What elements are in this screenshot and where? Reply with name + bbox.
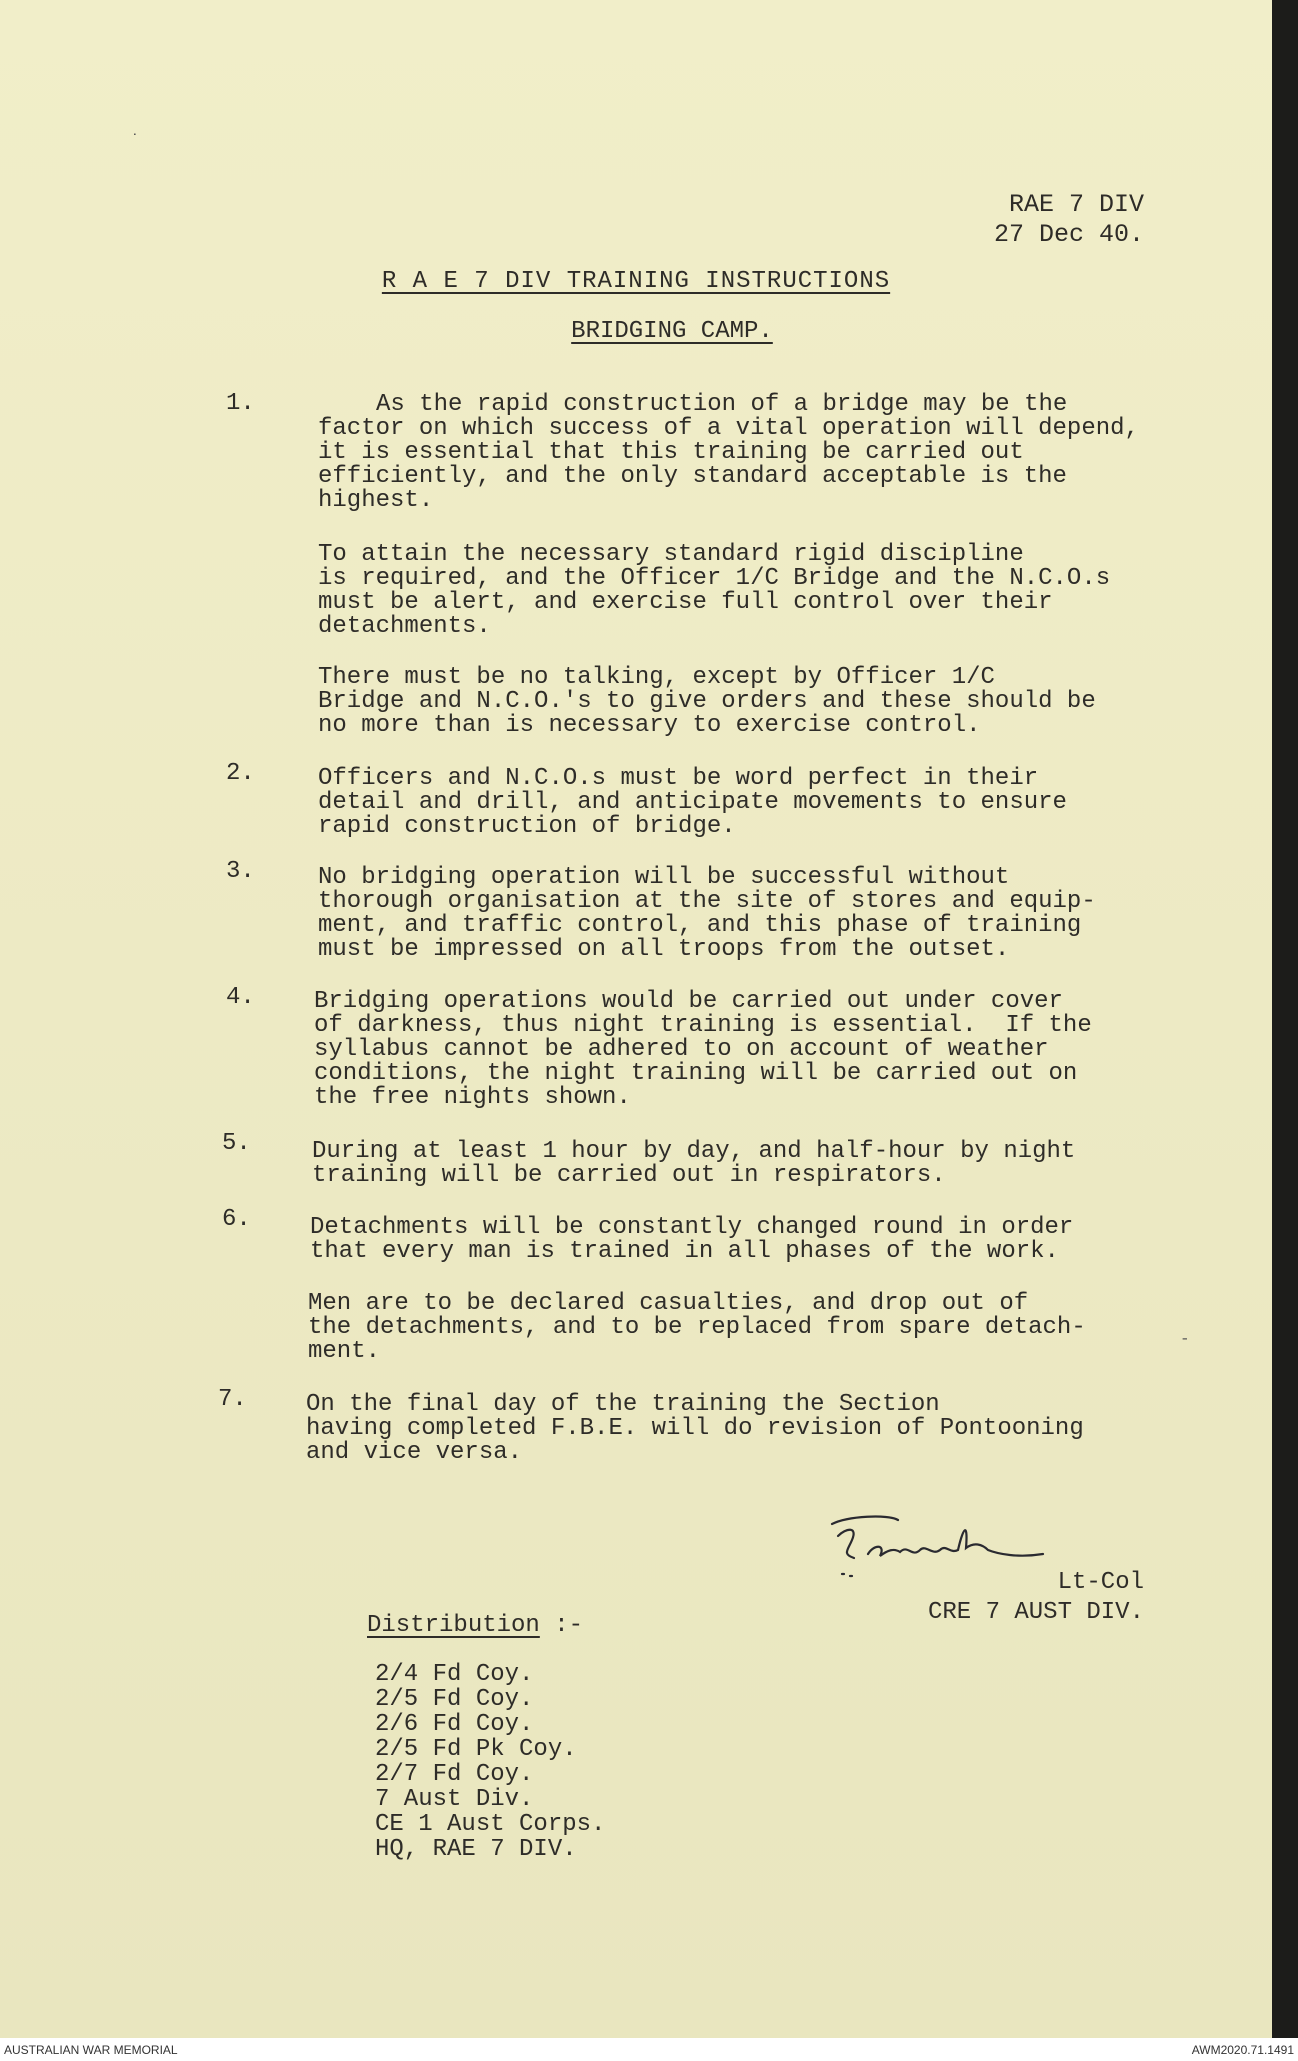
paragraph-body: Officers and N.C.O.s must be word perfect in their detail and drill, and anticipate movements to ensure rapid construction of bridge.	[318, 765, 1067, 840]
header-unit: RAE 7 DIV	[1008, 190, 1144, 219]
distribution-item: 2/5 Fd Coy.	[375, 1686, 534, 1713]
paragraph-text	[318, 666, 1096, 738]
paragraph-text	[318, 393, 1139, 513]
paragraph-number: 3.	[226, 858, 255, 885]
paragraph-body: No bridging operation will be successful without thorough organisation at the site of stores and equip- ment, and traffic control, and this phase of training must be impressed on all troops from the outset.	[318, 864, 1096, 963]
distribution-label: Distribution	[367, 1612, 540, 1639]
archive-footer	[0, 2038, 1298, 2061]
header-date: 27 Dec 40.	[993, 220, 1144, 249]
signature-block	[928, 1568, 1144, 1628]
paper-mark: ˙	[130, 132, 140, 150]
paragraph-text	[318, 767, 1067, 839]
document-subtitle: BRIDGING CAMP.	[571, 318, 773, 345]
distribution-item: 7 Aust Div.	[375, 1786, 534, 1813]
paragraph-number: 7.	[218, 1386, 247, 1413]
signatory-title: CRE 7 AUST DIV.	[927, 1599, 1144, 1626]
paragraph-number: 6.	[222, 1206, 251, 1233]
header-reference	[994, 190, 1144, 250]
distribution-item: 2/5 Fd Pk Coy.	[375, 1736, 577, 1763]
paragraph-number: 2.	[226, 760, 255, 787]
distribution-item: 2/4 Fd Coy.	[375, 1661, 534, 1688]
paragraph-text	[306, 1393, 1084, 1465]
footer-institution: AUSTRALIAN WAR MEMORIAL	[4, 2043, 178, 2057]
paragraph-number: 5.	[222, 1130, 251, 1157]
distribution-item: 2/7 Fd Coy.	[375, 1761, 534, 1788]
paragraph-body: Bridging operations would be carried out under cover of darkness, thus night training is essential. If the syllabus cannot be adhered to on account of weather conditions, the night training will be carried out on the free nights shown.	[314, 988, 1092, 1111]
paragraph-body: As the rapid construction of a bridge may be the factor on which success of a vital operation will depend, it is essential that this training be carried out efficiently, and the only standard acceptable is the highest.	[318, 391, 1139, 514]
document-title: R A E 7 DIV TRAINING INSTRUCTIONS	[381, 268, 891, 295]
signatory-rank: Lt-Col	[1057, 1569, 1144, 1596]
paragraph-text	[314, 990, 1092, 1110]
distribution-item: CE 1 Aust Corps.	[375, 1811, 606, 1838]
distribution-item: 2/6 Fd Coy.	[375, 1711, 534, 1738]
paragraph-body: There must be no talking, except by Officer 1/C Bridge and N.C.O.'s to give orders and these should be no more than is necessary to exercise control.	[318, 664, 1096, 739]
paragraph-text	[312, 1140, 1075, 1188]
paragraph-body: On the final day of the training the Section having completed F.B.E. will do revision of Pontooning and vice versa.	[306, 1391, 1084, 1466]
paper-mark: -	[1180, 1330, 1190, 1348]
paragraph-number: 4.	[226, 984, 255, 1011]
paragraph-number: 1.	[226, 390, 255, 417]
paragraph-body: Men are to be declared casualties, and drop out of the detachments, and to be replaced from spare detach- ment.	[308, 1290, 1086, 1365]
footer-accession: AWM2020.71.1491	[1191, 2043, 1294, 2057]
distribution-heading	[367, 1612, 583, 1639]
scan-edge	[1272, 0, 1298, 2038]
paragraph-body: To attain the necessary standard rigid discipline is required, and the Officer 1/C Bridge and the N.C.O.s must be alert, and exercise full control over their detachments.	[318, 541, 1111, 640]
paragraph-text	[318, 866, 1096, 962]
paragraph-text	[318, 543, 1110, 639]
paragraph-body: During at least 1 hour by day, and half-hour by night training will be carried out in respirators.	[312, 1138, 1076, 1189]
distribution-list	[375, 1662, 605, 1862]
paragraph-body: Detachments will be constantly changed round in order that every man is trained in all phases of the work.	[310, 1214, 1074, 1265]
paragraph-text	[308, 1292, 1086, 1364]
distribution-item: HQ, RAE 7 DIV.	[375, 1836, 577, 1863]
distribution-suffix: :-	[539, 1612, 584, 1639]
paragraph-text	[310, 1216, 1073, 1264]
